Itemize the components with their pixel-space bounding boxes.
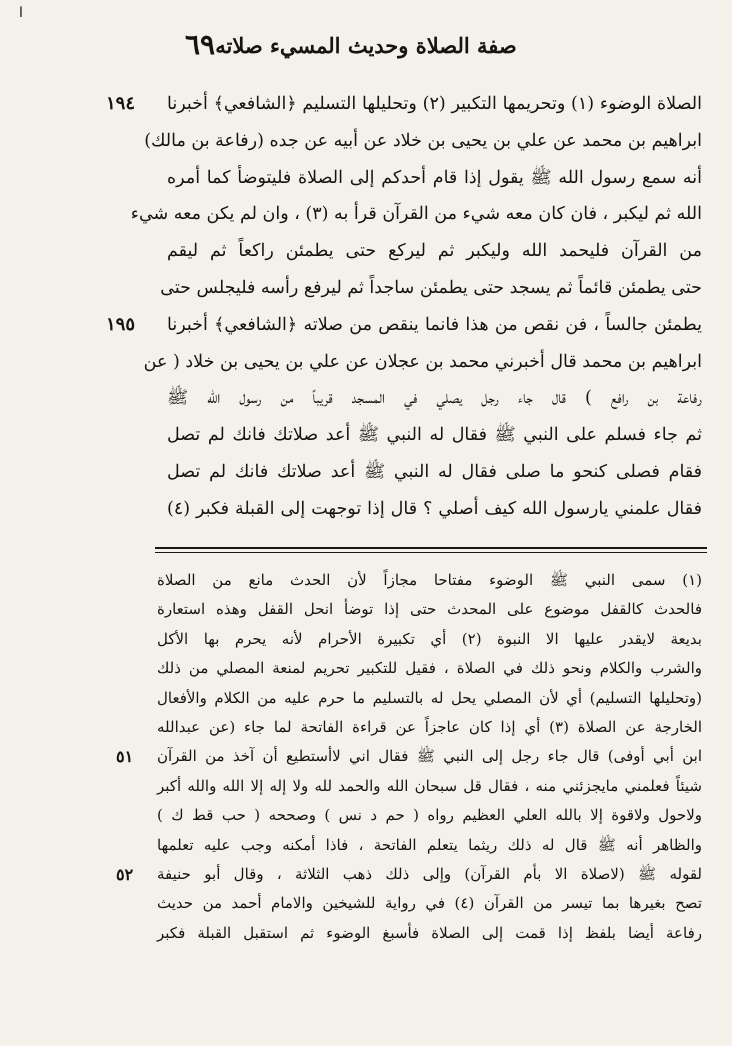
footnote-line <box>30 566 702 595</box>
footnote-text: (١) سمى النبي ﷺ الوضوء مفتاحا مجازاً لأن الحدث مانع من الصلاة <box>157 571 702 589</box>
footnote-text: شيئاً فعلمني مايجزئني منه ، فقال قل سبحان الله والحمد لله ولا إله إلا الله والله أكبر <box>157 776 702 795</box>
hadith-number: ١٩٤ <box>106 93 136 114</box>
footnote-line <box>30 889 702 918</box>
footnote-line <box>30 625 702 654</box>
footnote-line <box>30 860 702 889</box>
text-line <box>30 491 702 528</box>
text-line <box>30 233 702 270</box>
footnote-line <box>30 684 702 713</box>
line-text: من القرآن فليحمد الله وليكبر ثم ليركع حتى يطمئن راكعاً ثم ليقم <box>167 241 702 262</box>
edge-mark: ا <box>19 5 23 21</box>
main-text <box>30 86 702 528</box>
footnote-divider-thin <box>155 552 707 553</box>
line-text: فقام فصلى كنحو ما صلى فقال له النبي ﷺ أعد صلاتك فانك لم تصل <box>167 461 702 482</box>
text-line <box>30 307 702 344</box>
line-text: حتى يطمئن قائماً ثم يسجد حتى يطمئن ساجداً ثم ليرفع رأسه فليجلس حتى <box>160 277 702 298</box>
footnote-text: ولاحول ولاقوة إلا بالله العلي العظيم رواه ( حم د نس ) وصححه ( حب قط ك ) <box>157 806 702 825</box>
footnote-text: لقوله ﷺ (لاصلاة الا بأم القرآن) وإلى ذلك ذهب الثلاثة ، وقال أبو حنيفة <box>157 864 702 883</box>
page-number: ٦٩ <box>185 28 216 61</box>
footnote-text: (وتحليلها التسليم) أي لأن المصلي يحل له بالتسليم ما حرم عليه من الكلام والأفعال <box>157 688 702 707</box>
footnote-text: رفاعة أيضا بلفظ إذا قمت إلى الصلاة فأسبغ الوضوء ثم استقبل القبلة فكبر <box>157 923 702 942</box>
footnote-text: فالحدث كالقفل موضوع على المحدث حتى إذا توضأ انحل القفل وهذه استعارة <box>157 600 702 619</box>
page-header <box>60 22 672 68</box>
line-text: رفاعة بن رافع ) قال جاء رجل يصلي في المسجد قريباً من رسول الله ﷺ <box>167 388 702 409</box>
footnote-line <box>30 772 702 801</box>
line-text: يطمئن جالساً ، فن نقص من هذا فانما ينقص من صلاته ﴿الشافعي﴾ أخبرنا <box>167 314 702 335</box>
line-text: ابراهيم بن محمد قال أخبرني محمد بن عجلان عن علي بن يحيى بن خلاد ( عن <box>143 351 702 372</box>
footnotes <box>30 566 702 948</box>
text-line <box>30 196 702 233</box>
footnote-text: بديعة لايقدر عليها الا النبوة (٢) أي تكبيرة الأحرام لأنه يحرم بها الأكل <box>157 629 702 648</box>
line-text: الله ثم ليكبر ، فان كان معه شيء من القرآن قرأ به (٣) ، وان لم يكن معه شيء <box>130 204 702 225</box>
footnote-text: والشرب والكلام ونحو ذلك في الصلاة ، فقيل للتكبير تحريم لمنعة المصلي من ذلك <box>157 659 702 678</box>
line-text: فقال علمني يارسول الله كيف أصلي ؟ قال إذا توجهت إلى القبلة فكبر (٤) <box>167 498 702 519</box>
text-line <box>30 454 702 491</box>
footnote-divider <box>155 547 707 549</box>
footnote-line <box>30 831 702 860</box>
text-line <box>30 380 702 417</box>
hadith-number: ٥٢ <box>116 864 134 884</box>
page-title: صفة الصلاة وحديث المسيء صلاته <box>215 32 517 58</box>
text-line <box>30 344 702 381</box>
footnote-line <box>30 713 702 742</box>
footnote-line <box>30 742 702 771</box>
line-text: أنه سمع رسول الله ﷺ يقول إذا قام أحدكم إلى الصلاة فليتوضأ كما أمره <box>167 167 702 188</box>
footnote-line <box>30 801 702 830</box>
footnote-line <box>30 595 702 624</box>
footnote-text: تصح بغيرها بما تيسر من القرآن (٤) في رواية للشيخين والامام أحمد من حديث <box>157 894 702 913</box>
footnote-line <box>30 654 702 683</box>
line-text: الصلاة الوضوء (١) وتحريمها التكبير (٢) وتحليلها التسليم ﴿الشافعي﴾ أخبرنا <box>167 94 702 114</box>
footnote-line <box>30 919 702 948</box>
footnote-text: الخارجة عن الصلاة (٣) أي إذا كان عاجزاً عن قراءة الفاتحة لما جاء (عن عبدالله <box>157 717 702 736</box>
footnote-text: ابن أبي أوفى) قال جاء رجل إلى النبي ﷺ فقال اني لاأستطيع أن آخذ من القرآن <box>157 747 702 766</box>
text-line <box>30 86 702 123</box>
hadith-number: ١٩٥ <box>106 313 136 335</box>
text-line <box>30 270 702 307</box>
line-text: ثم جاء فسلم على النبي ﷺ فقال له النبي ﷺ أعد صلاتك فانك لم تصل <box>167 425 702 446</box>
text-line <box>30 160 702 197</box>
text-line <box>30 123 702 160</box>
text-line <box>30 417 702 454</box>
footnote-text: والظاهر أنه ﷺ قال له ذلك ريثما يتعلم الفاتحة ، فاذا أمكنه وجب عليه تعلمها <box>157 835 702 854</box>
hadith-number: ٥١ <box>116 747 134 767</box>
line-text: ابراهيم بن محمد عن علي بن يحيى بن خلاد عن أبيه عن جده (رفاعة بن مالك) <box>144 130 702 151</box>
